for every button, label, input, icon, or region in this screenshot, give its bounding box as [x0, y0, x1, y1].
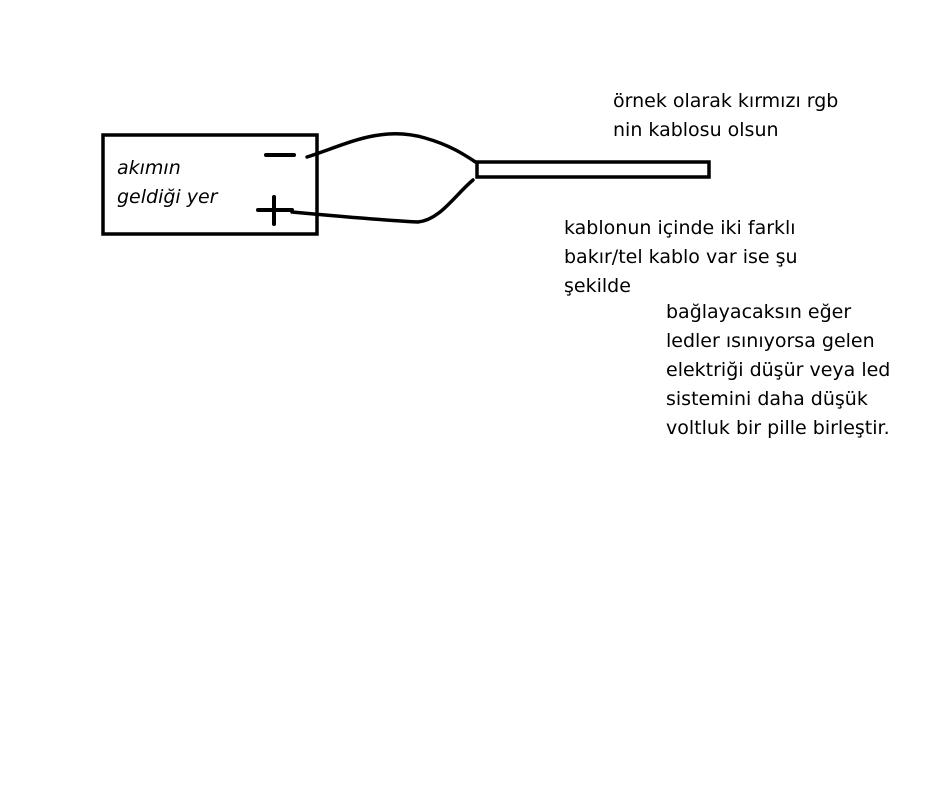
source-box-label-line-1: akımın — [117, 157, 181, 179]
source-box-label — [117, 154, 218, 212]
positive-wire — [292, 180, 473, 222]
advice-note-line-3: elektriği düşür veya led — [666, 359, 891, 381]
advice-note-line-2: ledler ısınıyorsa gelen — [666, 330, 875, 352]
inner-wires-note-line-3: şekilde — [564, 275, 631, 297]
example-note-line-2: nin kablosu olsun — [613, 119, 779, 141]
advice-note — [666, 298, 890, 443]
advice-note-line-5: voltluk bir pille birleştir. — [666, 417, 890, 439]
source-box-label-line-2: geldiği yer — [117, 186, 218, 208]
advice-note-line-1: bağlayacaksın eğer — [666, 301, 852, 323]
plus-terminal-symbol — [258, 197, 292, 224]
inner-wires-note — [564, 214, 798, 301]
rgb-cable — [477, 162, 709, 177]
inner-wires-note-line-2: bakır/tel kablo var ise şu — [564, 246, 798, 268]
advice-note-line-4: sistemini daha düşük — [666, 388, 868, 410]
example-note — [613, 87, 838, 145]
negative-wire — [307, 134, 477, 163]
inner-wires-note-line-1: kablonun içinde iki farklı — [564, 217, 796, 239]
example-note-line-1: örnek olarak kırmızı rgb — [613, 90, 839, 112]
